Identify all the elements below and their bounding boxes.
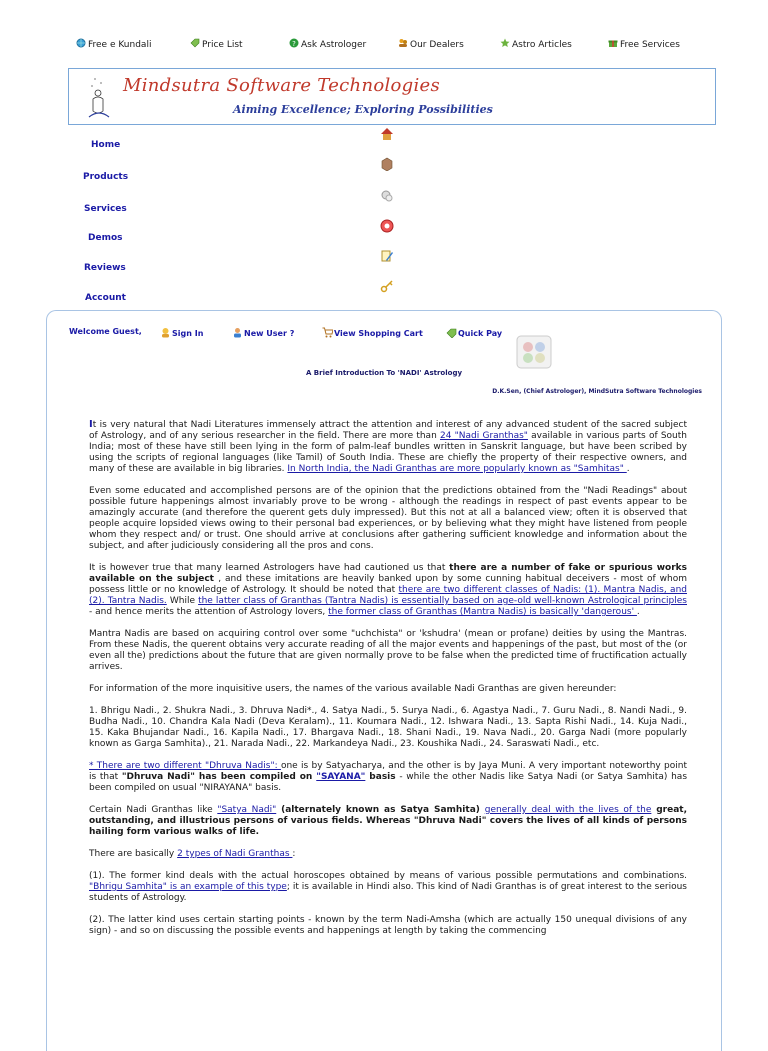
paragraph-5: For information of the more inquisitive users, the names of the various available Nadi Granthas are given hereunder:: [89, 684, 617, 694]
paragraph-10: (1). The former kind deals with the actual horoscopes obtained by means of various possible permutations and combinations. "Bhrigu Samhita" is an example of this type; it is available in Hindi also. This kind of Nadi Granthas is of great interest to the serious students of Astrology.: [89, 871, 687, 903]
paragraph-3: It is however true that many learned Astrologers have had cautioned us that there are a number of fake or spurious works available on the subject , and these imitations are heavily banked upon by some cunning habitual deceivers - most of whom possess little or no knowledge of Astrology. It should be noted that there are two different classes of Nadis: (1). Mantra Nadis, and (2). Tantra Nadis. While the latter class of Granthas (Tantra Nadis) is essentially based on age-old well-known Astrological principles - and hence merits the attention of Astrology lovers, the former class of Granthas (Mantra Nadis) is basically 'dangerous' .: [89, 563, 688, 617]
user-icon: [232, 327, 243, 338]
welcome-guest: Welcome Guest,: [69, 327, 142, 336]
help-icon: [289, 38, 299, 48]
box-icon[interactable]: [380, 157, 394, 171]
tag-icon: [190, 38, 200, 48]
home-icon[interactable]: [380, 127, 394, 141]
link-2-types-nadi-granthas[interactable]: 2 types of Nadi Granthas: [177, 849, 293, 859]
logo-icon: [83, 71, 115, 121]
demo-icon[interactable]: [380, 219, 394, 233]
topnav-price-list[interactable]: Price List: [190, 38, 243, 50]
shopping-cart-link[interactable]: View Shopping Cart: [322, 327, 423, 338]
services-icon[interactable]: [380, 189, 394, 203]
gift-icon: [608, 38, 618, 48]
article-body: [89, 419, 687, 948]
paragraph-11: (2). The latter kind uses certain starting points - known by the term Nadi-Amsha (which are actually 150 unequal divisions of any sign) - and so on discussing the possible events and happenings at length by taking the commencing: [89, 915, 687, 936]
sidenav-reviews[interactable]: Reviews: [84, 263, 126, 273]
link-bhrigu-samhita[interactable]: "Bhrigu Samhita" is an example of this type: [89, 882, 287, 892]
svg-text:?: ?: [292, 40, 296, 48]
people-icon: [398, 38, 408, 48]
paragraph-4: Mantra Nadis are based on acquiring control over some "uchchista" or 'kshudra' (mean or profane) deities by using the Mantras. From these Nadis, the querent obtains very accurate reading of all the major events and happenings of the past, but most of the (or even all the) predictions about the future that are given normally prove to be false when the predicted time of fructification actually arrives.: [89, 629, 687, 672]
quick-pay-link[interactable]: Quick Pay: [446, 327, 502, 338]
topnav-free-e-kundali[interactable]: Free e Kundali: [76, 38, 151, 50]
sign-in-icon: [160, 327, 171, 338]
paragraph-8: Certain Nadi Granthas like "Satya Nadi" (alternately known as Satya Samhita) generally deal with the lives of the great, outstanding, and illustrious persons of various fields. Whereas "Dhruva Nadi" covers the lives of all kinds of persons hailing form various walks of life.: [89, 805, 688, 837]
link-two-classes-of-nadis[interactable]: there are two different classes of Nadis: (1). Mantra Nadis, and (2). Tantra Nadis.: [89, 585, 687, 606]
quick-pay-icon: [446, 327, 457, 338]
sidenav-demos[interactable]: Demos: [88, 233, 123, 243]
globe-icon: [76, 38, 86, 48]
sidenav-account[interactable]: Account: [85, 293, 126, 303]
star-icon: [500, 38, 510, 48]
link-sayana[interactable]: "SAYANA": [316, 772, 366, 782]
topnav-astro-articles[interactable]: Astro Articles: [500, 38, 572, 50]
paragraph-1: It is very natural that Nadi Literatures immensely attract the attention and interest of any advanced student of the sacred subject of Astrology, and of any serious researcher in the field. There are more than 24 "Nadi Granthas" available in various parts of South India; most of these have still been lying in the form of palm-leaf bundles written in Sanskrit language, but have been scribed by using the scripts of regional languages (like Tamil) of South India. These are chiefly the property of their respective owners, and many of these are available in big libraries. In North India, the Nadi Granthas are more popularly known as "Samhitas" .: [89, 419, 687, 474]
paragraph-7: * There are two different "Dhruva Nadis": one is by Satyacharya, and the other is by Jaya Muni. A very important noteworthy point is that "Dhruva Nadi" has been compiled on "SAYANA" basis - while the other Nadis like Satya Nadi (or Satya Samhita) has been compiled on usual "NIRAYANA" basis.: [89, 761, 688, 793]
company-title: Mindsutra Software Technologies: [123, 75, 441, 96]
sidenav-home[interactable]: Home: [91, 140, 121, 150]
key-icon[interactable]: [380, 279, 394, 293]
header-banner: [68, 68, 716, 125]
article-author: D.K.Sen, (Chief Astrologer), MindSutra Software Technologies: [492, 388, 702, 395]
topnav-ask-astrologer[interactable]: ? Ask Astrologer: [289, 38, 366, 50]
drop-cap: I: [89, 419, 93, 430]
link-satya-nadi[interactable]: "Satya Nadi": [217, 805, 277, 815]
sidenav-products[interactable]: Products: [83, 172, 129, 182]
link-mantra-nadis[interactable]: the former class of Granthas (Mantra Nadis) is basically 'dangerous': [328, 607, 637, 617]
paragraph-9: There are basically 2 types of Nadi Granthas :: [89, 849, 296, 859]
sign-in-link[interactable]: Sign In: [160, 327, 203, 338]
astrology-chart-icon: [516, 335, 552, 369]
sidenav-services[interactable]: Services: [84, 204, 127, 214]
article-heading: A Brief Introduction To 'NADI' Astrology: [305, 369, 463, 377]
link-north-india-samhitas[interactable]: In North India, the Nadi Granthas are more popularly known as "Samhitas": [287, 464, 627, 474]
company-tagline: Aiming Excellence; Exploring Possibilities: [233, 103, 493, 116]
top-nav: [70, 38, 710, 58]
link-generally-deal-lives[interactable]: generally deal with the lives of the: [484, 805, 652, 815]
link-two-dhruva-nadis[interactable]: * There are two different "Dhruva Nadis":: [89, 761, 281, 771]
topnav-our-dealers[interactable]: Our Dealers: [398, 38, 464, 50]
link-24-nadi-granthas[interactable]: 24 "Nadi Granthas": [439, 431, 528, 441]
topnav-free-services[interactable]: Free Services: [608, 38, 680, 50]
paragraph-6: 1. Bhrigu Nadi., 2. Shukra Nadi., 3. Dhruva Nadi*., 4. Satya Nadi., 5. Surya Nadi., 6. Agastya Nadi., 7. Guru Nadi., 8. Nandi Nadi., 9. Budha Nadi., 10. Chandra Kala Nadi (Deva Keralam)., 11. Koumara Nadi., 12. Ishwara Nadi., 13. Sapta Rishi Nadi., 14. Kuja Nadi., 15. Kaka Bhujandar Nadi., 16. Kapila Nadi., 17. Bhargava Nadi., 18. Shani Nadi., 19. Nava Nadi., 20. Garga Nadi (more popularly known as Garga Samhita)., 21. Narada Nadi., 22. Markandeya Nadi., 23. Koushika Nadi., 24. Saraswati Nadi., etc.: [89, 706, 687, 749]
new-user-link[interactable]: New User ?: [232, 327, 294, 338]
cart-icon: [322, 327, 333, 338]
paragraph-2: Even some educated and accomplished persons are of the opinion that the predictions obtained from the "Nadi Readings" about possible future happenings almost invariably prove to be wrong - although the readings in respect of past events appear to be amazingly accurate (and therefore the querent gets duly impressed). But this not at all a balanced view; often it is observed that people acquire lopsided views owing to their personal bad experiences, or by believing what they might have listened from people whom they respect and/ or trust. One should arrive at conclusions after gathering sufficient knowledge and information about the subject, and after judiciously considering all the pros and cons.: [89, 486, 687, 551]
link-tantra-nadis[interactable]: the latter class of Granthas (Tantra Nadis) is essentially based on age-old well-known Astrological principles: [198, 596, 687, 606]
review-icon[interactable]: [380, 249, 394, 263]
